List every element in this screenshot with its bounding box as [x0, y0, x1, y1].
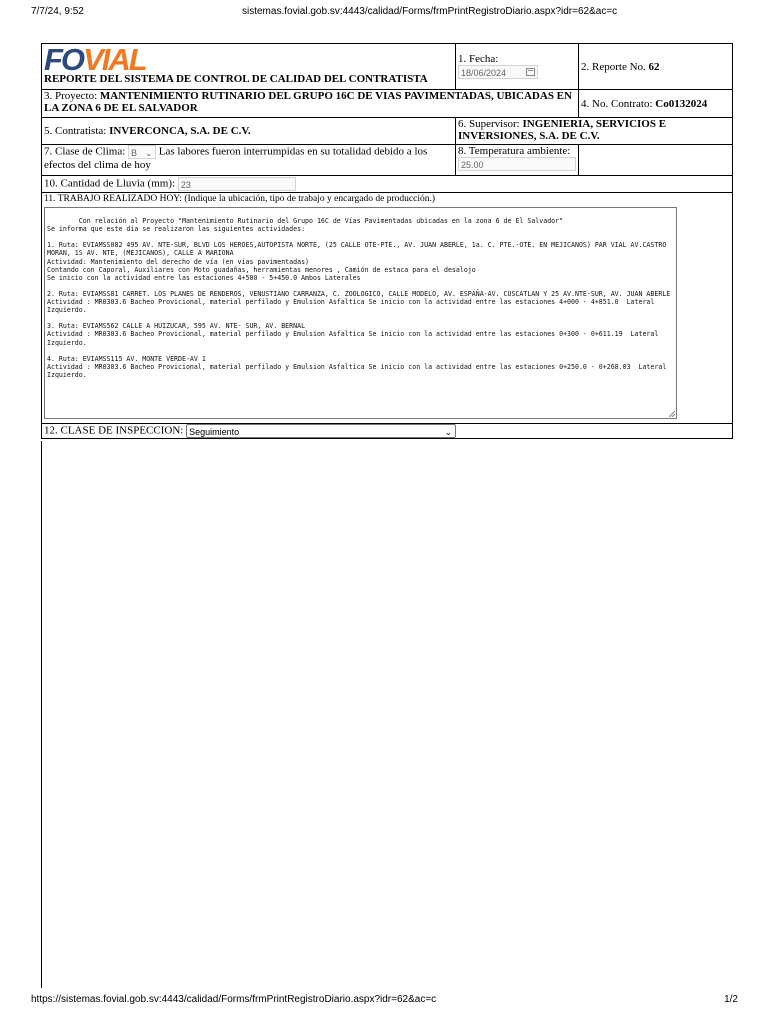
temperatura-label: 8. Temperatura ambiente: — [458, 145, 571, 157]
print-url: sistemas.fovial.gob.sv:4443/calidad/Forms/frmPrintRegistroDiario.aspx?idr=62&ac=c — [242, 6, 618, 17]
proyecto-label: 3. Proyecto: — [44, 90, 98, 102]
chevron-down-icon: ⌄ — [444, 427, 453, 437]
fecha-input[interactable] — [458, 65, 538, 79]
supervisor-cell — [456, 118, 733, 145]
chevron-down-icon: ⌄ — [145, 149, 153, 158]
fecha-value: 18/06/2024 — [461, 68, 507, 78]
contrato-value: Co0132024 — [655, 97, 708, 110]
temperatura-cell — [456, 145, 579, 176]
page-number: 1/2 — [724, 994, 738, 1005]
inspeccion-select[interactable]: Seguimiento ⌄ — [186, 424, 456, 438]
clima-cell — [42, 145, 456, 176]
fecha-cell — [456, 44, 579, 90]
report-title: REPORTE DEL SISTEMA DE CONTROL DE CALIDAD DEL CONTRATISTA — [44, 73, 428, 85]
clima-select[interactable]: B ⌄ — [128, 145, 156, 159]
fecha-label: 1. Fecha: — [458, 53, 499, 65]
calendar-icon[interactable] — [526, 68, 535, 76]
contrato-label: 4. No. Contrato: — [581, 97, 653, 110]
trabajo-text: Con relación al Proyecto "Mantenimiento Rutinario del Grupo 16C de Vías Pavimentadas ubicadas en la zona 6 de El Salvador" Se informa que este día se realizaron las siguientes actividades: 1. Ruta: EVIAMSS082 495 AV. NTE-SUR, BLVD LOS HEROES,AUTOPISTA NORTE, (25 CALLE OTE-PTE., AV. JUAN ABERLE, 1a. C. PTE.-OTE. EN MEJICANOS) PAR VIAL AV.CASTRO MORAN, 1S AV. NTE, (MEJICANOS), CALLE A MARIONA Actividad: Mantenimiento del derecho de vía (en vías pavimentadas) Contando con Caporal, Auxiliares con Moto guadañas, herramientas menores , Camión de estaca para el desalojo Se inicio con la actividad entre las estaciones 4+500 - 5+450.0 Ambos Laterales 2. Ruta: EVIAMSS81 CARRET. LOS PLANES DE RENDEROS, VENUSTIANO CARRANZA, C. ZOOLOGICO, CALLE MODELO, AV. ESPAÑA-AV. CUSCATLAN Y 25 AV.NTE-SUR, AV. JUAN ABERLE Actividad : MR0303.6 Bacheo Provicional, material perfilado y Emulsion Asfaltica Se inicio con la actividad entre las estaciones 4+000 - 4+851.0 Lateral Izquierdo. 3. Ruta: EVIAMS562 CALLE A HUIZUCAR, 595 AV. NTE- SUR, AV. BERNAL Actividad : MR0303.6 Bacheo Provicional, material perfilado y Emulsion Asfaltica Se inicio con la actividad entre las estaciones 0+300 - 0+611.19 Lateral Izquierdo. 4. Ruta: EVIAMSS115 AV. MONTE VERDE-AV 1 Actividad : MR0303.6 Bacheo Provicional, material perfilado y Emulsion Asfaltica Se inicio con la actividad entre las estaciones 0+250.0 - 0+268.03 Lateral Izquierdo. — [47, 217, 671, 379]
print-header — [0, 6, 768, 20]
logo-title-cell — [42, 44, 456, 90]
clima-label: 7. Clase de Clima: — [44, 145, 126, 158]
reporte-label: 2. Reporte No. — [581, 60, 646, 73]
trabajo-textarea[interactable] — [44, 207, 677, 419]
supervisor-value: INGENIERIA, SERVICIOS E INVERSIONES, S.A. DE C.V. — [458, 118, 667, 142]
lluvia-input[interactable]: 23 — [178, 177, 296, 191]
trabajo-hint: (Indique la ubicación, tipo de trabajo y encargado de producción.) — [184, 194, 436, 204]
page-left-border — [41, 441, 42, 988]
quality-report-form — [41, 43, 733, 439]
proyecto-cell — [42, 90, 579, 118]
fovial-logo: FOVIAL — [44, 42, 146, 77]
lluvia-cell — [42, 176, 733, 193]
resize-handle-icon[interactable] — [669, 411, 675, 417]
proyecto-value: MANTENIMIENTO RUTINARIO DEL GRUPO 16C DE VIAS PAVIMENTADAS, UBICADAS EN LA ZONA 6 DE EL SALVADOR — [44, 90, 572, 114]
inspeccion-cell — [42, 424, 733, 439]
trabajo-cell — [42, 193, 733, 424]
trabajo-label: 11. TRABAJO REALIZADO HOY: — [44, 194, 182, 204]
inspeccion-label: 12. CLASE DE INSPECCION: — [44, 424, 184, 437]
contratista-cell — [42, 118, 456, 145]
empty-cell — [579, 145, 733, 176]
lluvia-label: 10. Cantidad de Lluvia (mm): — [44, 177, 176, 190]
clima-note: Las labores fueron interrumpidas en su totalidad debido a los efectos del clima de hoy — [44, 145, 428, 171]
footer-url: https://sistemas.fovial.gob.sv:4443/calidad/Forms/frmPrintRegistroDiario.aspx?idr=62&ac=c — [31, 994, 437, 1005]
reporte-cell — [579, 44, 733, 90]
print-datetime: 7/7/24, 9:52 — [31, 6, 84, 17]
supervisor-label: 6. Supervisor: — [458, 118, 520, 130]
contratista-value: INVERCONCA, S.A. DE C.V. — [109, 125, 251, 137]
contratista-label: 5. Contratista: — [44, 125, 107, 137]
contrato-cell — [579, 90, 733, 118]
print-footer — [0, 994, 768, 1008]
reporte-value: 62 — [648, 60, 660, 73]
temperatura-input[interactable]: 25.00 — [458, 157, 576, 171]
